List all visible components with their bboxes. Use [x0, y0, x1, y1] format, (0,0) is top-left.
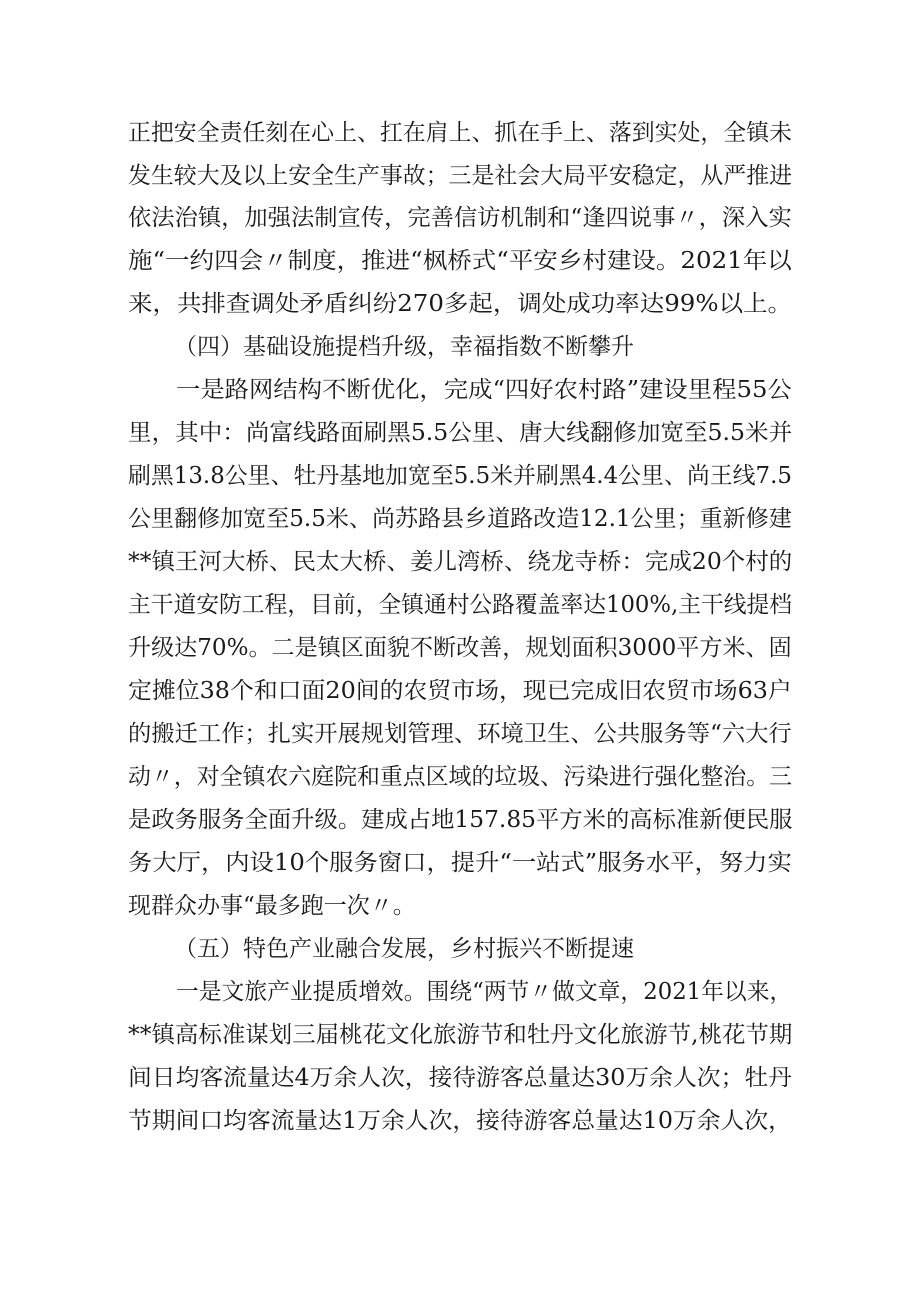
body-text-line: 正把安全责任刻在心上、扛在肩上、抓在手上、落到实处，全镇未 [128, 120, 792, 146]
body-text-line: 一是路网结构不断优化，完成“四好农村路”建设里程55公 [176, 377, 792, 403]
body-text-line: 施“一约四会〃制度，推进“枫桥式“平安乡村建设。2021年以 [128, 248, 792, 274]
body-text-line: 依法治镇，加强法制宣传，完善信访机制和“逢四说事〃，深入实 [128, 205, 792, 231]
body-text-line: 现群众办事“最多跑一次〃。 [128, 893, 416, 919]
body-text-line: 来，共排查调处矛盾纠纷270多起，调处成功率达99%以上。 [128, 291, 793, 317]
body-text-line: 的搬迁工作；扎实开展规划管理、环境卫生、公共服务等“六大行 [128, 721, 792, 747]
body-text-line: 节期间口均客流量达1万余人次，接待游客总量达10万余人次， [128, 1108, 792, 1134]
body-text-line: 刷黑13.8公里、牡丹基地加宽至5.5米并刷黑4.4公里、尚王线7.5 [128, 463, 792, 489]
body-text-line: 里，其中：尚富线路面刷黑5.5公里、唐大线翻修加宽至5.5米并 [128, 420, 793, 446]
body-text-line: 是政务服务全面升级。建成占地157.85平方米的高标准新便民服 [128, 807, 793, 833]
body-text-line: 公里翻修加宽至5.5米、尚苏路县乡道路改造12.1公里；重新修建 [128, 506, 792, 532]
body-text-line: 间日均客流量达4万余人次，接待游客总量达30万余人次；牡丹 [128, 1065, 792, 1091]
body-text-line: 主干道安防工程，目前，全镇通村公路覆盖率达100%,主干线提档 [128, 592, 793, 618]
body-text-line: 一是文旅产业提质增效。围绕“两节〃做文章，2021年以来， [176, 979, 793, 1005]
body-text-line: 动〃，对全镇农六庭院和重点区域的垃圾、污染进行强化整治。三 [128, 764, 792, 790]
body-text-line: 务大厅，内设10个服务窗口，提升“一站式”服务水平，努力实 [128, 850, 792, 876]
body-text-line: **镇王河大桥、民太大桥、姜儿湾桥、绕龙寺桥：完成20个村的 [128, 549, 793, 575]
body-text-line: **镇高标准谋划三届桃花文化旅游节和牡丹文化旅游节,桃花节期 [128, 1022, 793, 1048]
body-text-line: 升级达70%。二是镇区面貌不断改善，规划面积3000平方米、固 [128, 635, 792, 661]
body-text-line: 定摊位38个和口面20间的农贸市场，现已完成旧农贸市场63户 [128, 678, 792, 704]
body-text-line: 发生较大及以上安全生产事故；三是社会大局平安稳定，从严推进 [128, 163, 792, 189]
section-heading: （四）基础设施提档升级，幸福指数不断攀升 [174, 334, 634, 360]
section-heading: （五）特色产业融合发展，乡村振兴不断提速 [174, 936, 634, 962]
